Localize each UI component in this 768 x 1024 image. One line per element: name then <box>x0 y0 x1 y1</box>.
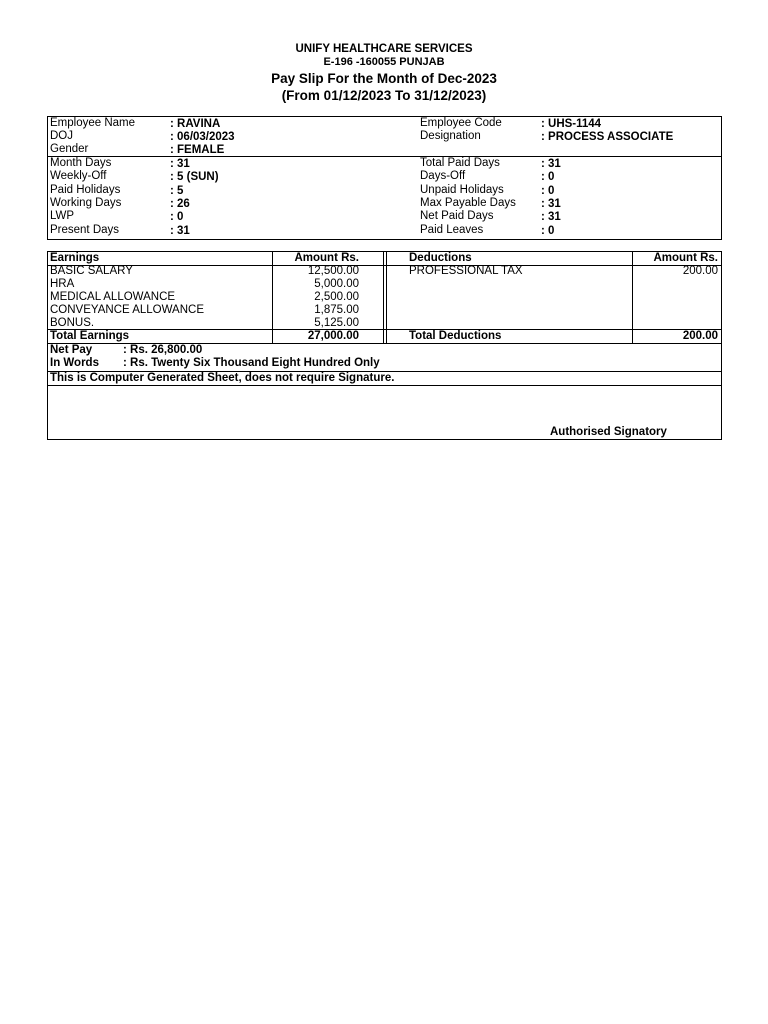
doj-label: DOJ <box>50 130 73 142</box>
lwp-value: : 0 <box>170 211 184 223</box>
month-days-value: : 31 <box>170 158 190 170</box>
total-earnings-value: 27,000.00 <box>307 330 359 342</box>
earning-amount: 1,875.00 <box>314 304 359 316</box>
total-deductions-label: Total Deductions <box>409 330 502 342</box>
total-paid-days-value: : 31 <box>541 158 561 170</box>
paid-holidays-label: Paid Holidays <box>50 184 121 196</box>
earnings-header: Earnings <box>50 252 100 264</box>
total-earnings-label: Total Earnings <box>50 330 130 342</box>
unpaid-holidays-value: : 0 <box>541 185 555 197</box>
gender-value: : FEMALE <box>170 144 225 156</box>
totals-top-divider <box>47 329 722 330</box>
month-days-label: Month Days <box>50 157 112 169</box>
unpaid-holidays-label: Unpaid Holidays <box>420 184 504 196</box>
earning-name: CONVEYANCE ALLOWANCE <box>50 304 205 316</box>
paid-leaves-label: Paid Leaves <box>420 224 484 236</box>
earning-name: BONUS. <box>50 317 95 329</box>
earnings-amount-header: Amount Rs. <box>294 252 359 264</box>
payslip-period: (From 01/12/2023 To 31/12/2023) <box>281 88 487 103</box>
days-off-label: Days-Off <box>420 170 466 182</box>
weekly-off-value: : 5 (SUN) <box>170 171 219 183</box>
divider <box>47 156 722 157</box>
salary-header-divider <box>47 265 722 266</box>
paid-holidays-value: : 5 <box>170 185 184 197</box>
earning-amount: 5,125.00 <box>314 317 359 329</box>
deduction-name: PROFESSIONAL TAX <box>409 265 523 277</box>
payslip-title: Pay Slip For the Month of Dec-2023 <box>271 71 497 86</box>
deductions-header: Deductions <box>409 252 472 264</box>
earning-name: MEDICAL ALLOWANCE <box>50 291 176 303</box>
weekly-off-label: Weekly-Off <box>50 170 107 182</box>
doj-value: : 06/03/2023 <box>170 131 235 143</box>
company-address: E-196 -160055 PUNJAB <box>323 56 445 68</box>
designation-label: Designation <box>420 130 481 142</box>
earning-amount: 12,500.00 <box>307 265 359 277</box>
gender-label: Gender <box>50 143 89 155</box>
company-name: UNIFY HEALTHCARE SERVICES <box>295 43 473 55</box>
emp-name-value: : RAVINA <box>170 118 221 130</box>
authorised-signatory: Authorised Signatory <box>550 426 667 438</box>
in-words-label: In Words <box>50 357 99 369</box>
net-pay-value: : Rs. 26,800.00 <box>123 344 203 356</box>
deductions-amount-header: Amount Rs. <box>653 252 718 264</box>
computer-generated-note: This is Computer Generated Sheet, does not require Signature. <box>50 372 395 384</box>
emp-code-value: : UHS-1144 <box>541 118 602 130</box>
days-off-value: : 0 <box>541 171 555 183</box>
present-days-value: : 31 <box>170 225 190 237</box>
working-days-label: Working Days <box>50 197 122 209</box>
net-paid-days-label: Net Paid Days <box>420 210 494 222</box>
total-deductions-value: 200.00 <box>682 330 718 342</box>
emp-name-label: Employee Name <box>50 117 136 129</box>
total-paid-days-label: Total Paid Days <box>420 157 500 169</box>
present-days-label: Present Days <box>50 224 120 236</box>
earning-amount: 2,500.00 <box>314 291 359 303</box>
earning-name: BASIC SALARY <box>50 265 133 277</box>
deduction-amount: 200.00 <box>682 265 718 277</box>
earning-amount: 5,000.00 <box>314 278 359 290</box>
emp-code-label: Employee Code <box>420 117 502 129</box>
designation-value: : PROCESS ASSOCIATE <box>541 131 674 143</box>
paid-leaves-value: : 0 <box>541 225 555 237</box>
in-words-value: : Rs. Twenty Six Thousand Eight Hundred Only <box>123 357 380 369</box>
earning-name: HRA <box>50 278 75 290</box>
max-payable-days-value: : 31 <box>541 198 561 210</box>
working-days-value: : 26 <box>170 198 190 210</box>
net-paid-days-value: : 31 <box>541 211 561 223</box>
earnings-deductions-divider-a <box>383 251 384 344</box>
note-divider <box>47 385 722 386</box>
earnings-deductions-divider-b <box>386 251 387 344</box>
lwp-label: LWP <box>50 210 75 222</box>
max-payable-days-label: Max Payable Days <box>420 197 516 209</box>
net-pay-label: Net Pay <box>50 344 93 356</box>
